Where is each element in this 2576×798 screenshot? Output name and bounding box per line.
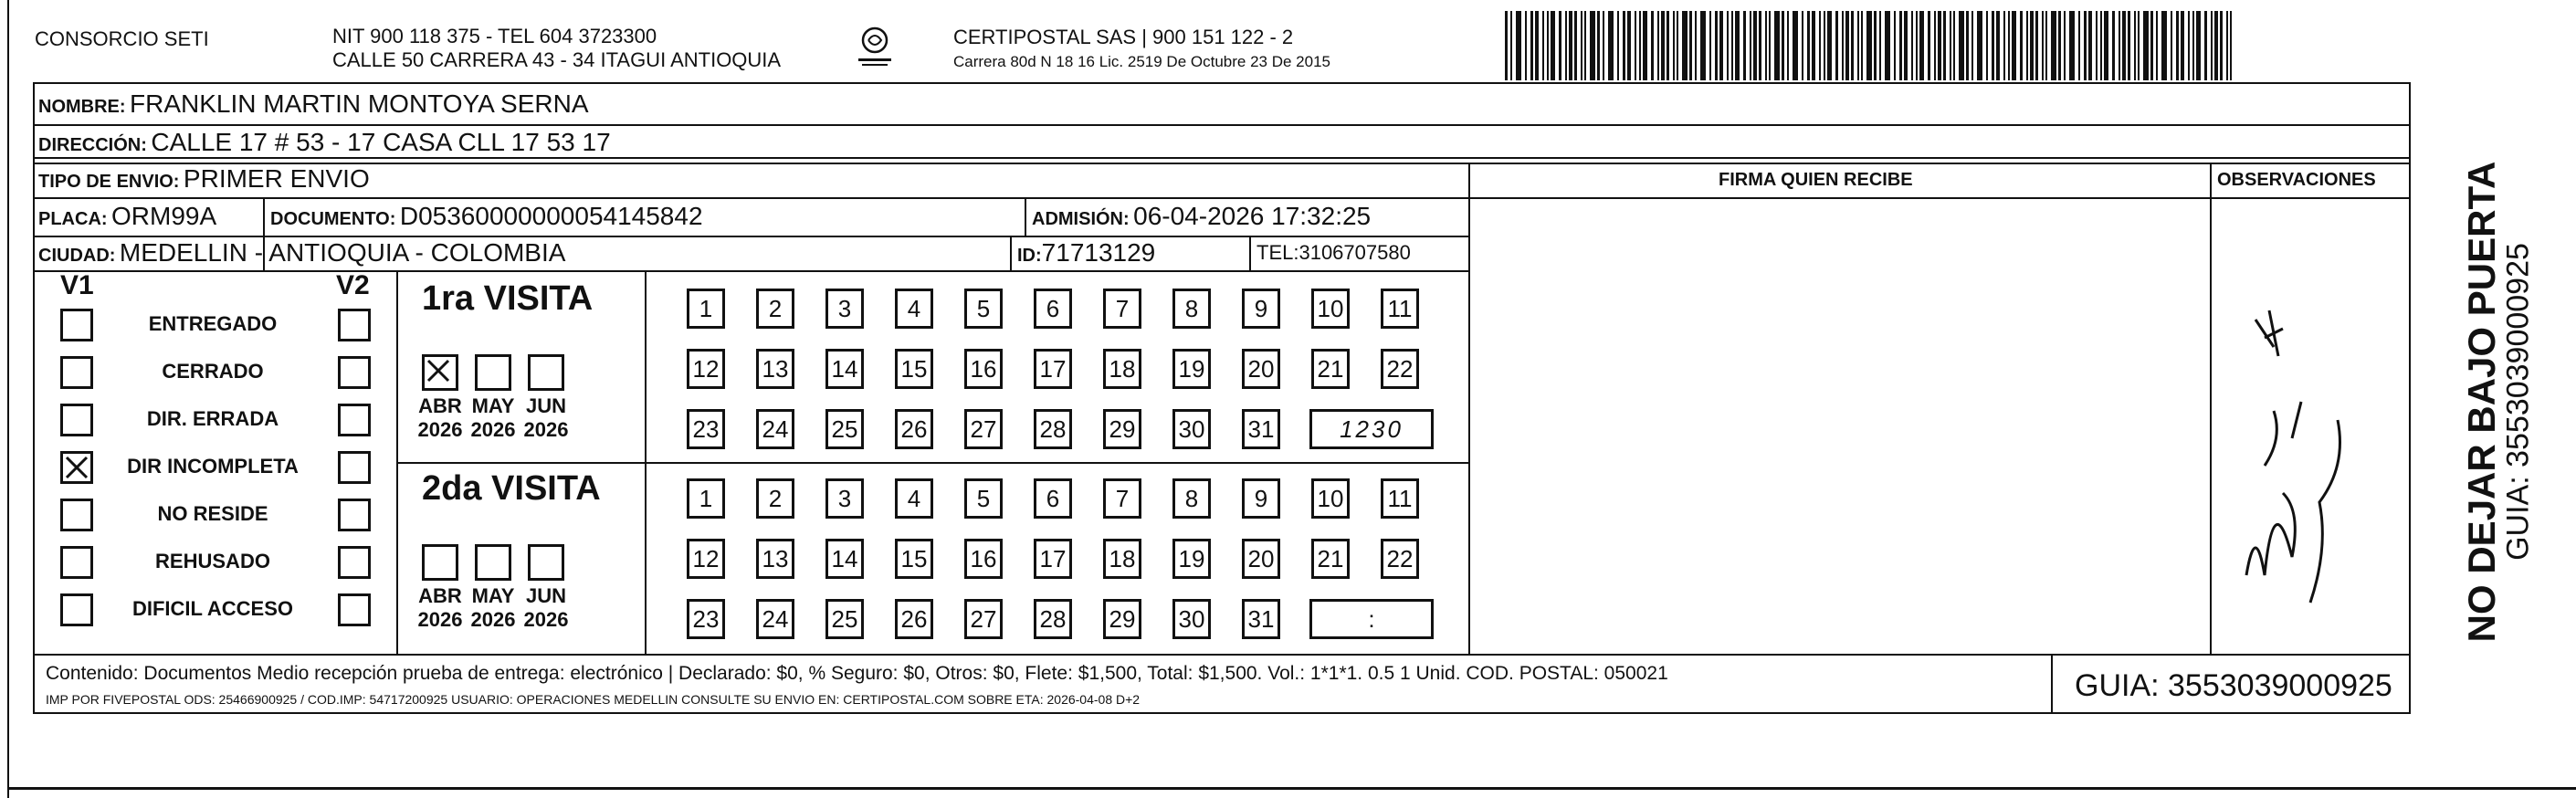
- certipostal-logo: [857, 24, 893, 69]
- barcode-bar: [1885, 11, 1890, 80]
- barcode-bar: [2161, 11, 2167, 80]
- month-checkbox[interactable]: [422, 544, 458, 581]
- barcode-bar: [2069, 11, 2075, 80]
- barcode-bar: [1525, 11, 1527, 80]
- barcode-bar: [1542, 11, 1544, 80]
- documento-label: DOCUMENTO:: [270, 209, 396, 229]
- day-box[interactable]: 17: [1034, 539, 1072, 579]
- barcode-bar: [1774, 11, 1780, 80]
- barcode-bar: [1565, 11, 1567, 80]
- day-box[interactable]: 7: [1103, 289, 1141, 329]
- barcode-bar: [1603, 11, 1604, 80]
- barcode-bar: [1667, 11, 1669, 80]
- day-box[interactable]: 31: [1242, 409, 1280, 449]
- barcode-bar: [1677, 11, 1678, 80]
- barcode-bar: [1569, 11, 1572, 80]
- side-guia: GUIA: 3553039000925: [2500, 243, 2536, 561]
- day-box[interactable]: 26: [895, 409, 933, 449]
- barcode-bar: [1835, 11, 1838, 80]
- barcode-bar: [2128, 11, 2130, 80]
- status-checkbox-v1[interactable]: [60, 499, 93, 531]
- barcode-bar: [2150, 11, 2153, 80]
- barcode-bar: [1824, 11, 1825, 80]
- barcode-bar: [2226, 11, 2228, 80]
- day-box[interactable]: 22: [1381, 539, 1419, 579]
- day-box[interactable]: 12: [687, 349, 725, 389]
- day-box[interactable]: 28: [1034, 599, 1072, 639]
- barcode-bar: [1635, 11, 1636, 80]
- barcode-bar: [1727, 11, 1729, 80]
- barcode-bar: [1551, 11, 1555, 80]
- barcode-bar: [2181, 11, 2184, 80]
- day-box[interactable]: 16: [964, 539, 1003, 579]
- day-box[interactable]: 6: [1034, 478, 1072, 519]
- tipo-label: TIPO DE ENVIO:: [38, 172, 180, 192]
- barcode-bar: [1769, 11, 1771, 80]
- status-label: CERRADO: [162, 360, 264, 383]
- v2-heading: V2: [336, 270, 370, 300]
- day-box[interactable]: 24: [756, 599, 794, 639]
- barcode-bar: [1842, 11, 1844, 80]
- barcode-bar: [2188, 11, 2190, 80]
- status-label: REHUSADO: [155, 550, 270, 572]
- day-box[interactable]: 9: [1242, 478, 1280, 519]
- day-box[interactable]: 5: [964, 289, 1003, 329]
- barcode-bar: [1966, 11, 1969, 80]
- barcode-bar: [1953, 11, 1955, 80]
- nombre-label: NOMBRE:: [38, 97, 126, 117]
- barcode-bar: [1643, 11, 1647, 80]
- barcode-bar: [2003, 11, 2005, 80]
- address-line: CALLE 50 CARRERA 43 - 34 ITAGUI ANTIOQUIA: [332, 48, 782, 71]
- day-box[interactable]: 20: [1242, 539, 1280, 579]
- direccion-value: CALLE 17 # 53 - 17 CASA CLL 17 53 17: [151, 128, 611, 156]
- day-box[interactable]: 18: [1103, 349, 1141, 389]
- barcode-bar: [1682, 11, 1688, 80]
- status-label: DIR INCOMPLETA: [127, 455, 299, 478]
- barcode-bar: [2211, 11, 2213, 80]
- day-box[interactable]: 23: [687, 599, 725, 639]
- barcode-bar: [1731, 11, 1733, 80]
- day-box[interactable]: 24: [756, 409, 794, 449]
- day-box[interactable]: 3: [825, 478, 864, 519]
- status-checkbox-v1[interactable]: [60, 593, 93, 626]
- barcode-bar: [1547, 11, 1549, 80]
- barcode-bar: [1971, 11, 1973, 80]
- barcode-bar: [1874, 11, 1877, 80]
- status-checkbox-v2[interactable]: [338, 404, 371, 436]
- barcode-bar: [1559, 11, 1561, 80]
- barcode-bar: [2096, 11, 2098, 80]
- day-box[interactable]: 21: [1311, 539, 1350, 579]
- license-line: Carrera 80d N 18 16 Lic. 2519 De Octubre 23 De 2015: [953, 53, 1330, 70]
- day-box[interactable]: 1: [687, 478, 725, 519]
- barcode-bar: [1651, 11, 1654, 80]
- barcode-bar: [1950, 11, 1951, 80]
- month-label: ABR 2026: [417, 394, 463, 441]
- barcode-bar: [1851, 11, 1854, 80]
- barcode-bar: [1807, 11, 1810, 80]
- barcode-bar: [2035, 11, 2038, 80]
- barcode-bar: [1782, 11, 1784, 80]
- barcode-bar: [1819, 11, 1821, 80]
- visit2-time: :: [1368, 604, 1375, 633]
- barcode-bar: [1845, 11, 1849, 80]
- handwritten-observation: [2228, 301, 2374, 648]
- tel-value: 3106707580: [1299, 241, 1411, 264]
- barcode-bar: [1700, 11, 1706, 80]
- day-box[interactable]: 29: [1103, 599, 1141, 639]
- barcode-bar: [1639, 11, 1641, 80]
- day-box[interactable]: 18: [1103, 539, 1141, 579]
- barcode-bar: [1735, 11, 1740, 80]
- placa-label: PLACA:: [38, 209, 108, 229]
- barcode-bar: [1787, 11, 1789, 80]
- id-value: 71713129: [1041, 238, 1156, 267]
- admision-value: 06-04-2026 17:32:25: [1133, 202, 1372, 230]
- day-box[interactable]: 13: [756, 349, 794, 389]
- visit1-time-box[interactable]: [1309, 409, 1434, 449]
- barcode-bar: [2192, 11, 2194, 80]
- barcode-bar: [1608, 11, 1614, 80]
- barcode-bar: [1750, 11, 1751, 80]
- barcode-bar: [1866, 11, 1872, 80]
- barcode-bar: [2078, 11, 2080, 80]
- barcode-bar: [1516, 11, 1521, 80]
- visita2-heading: 2da VISITA: [422, 469, 601, 508]
- status-checkbox-v1[interactable]: [60, 356, 93, 389]
- visita1-heading: 1ra VISITA: [422, 279, 594, 318]
- direccion-label: DIRECCIÓN:: [38, 135, 147, 155]
- admision-label: ADMISIÓN:: [1032, 209, 1130, 229]
- barcode-bar: [1992, 11, 1994, 80]
- barcode-bar: [2119, 11, 2120, 80]
- day-box[interactable]: 7: [1103, 478, 1141, 519]
- signature-area[interactable]: [1470, 197, 2210, 654]
- status-checkbox-v1[interactable]: [60, 451, 93, 484]
- visit1-time: 1230: [1340, 415, 1404, 443]
- day-box[interactable]: 19: [1172, 539, 1211, 579]
- day-box[interactable]: 21: [1311, 349, 1350, 389]
- barcode-bar: [1938, 11, 1941, 80]
- status-label: ENTREGADO: [148, 312, 278, 335]
- barcode-bar: [1793, 11, 1798, 80]
- barcode-bar: [1827, 11, 1832, 80]
- barcode-bar: [1584, 11, 1586, 80]
- barcode-bar: [2143, 11, 2149, 80]
- day-box[interactable]: 10: [1311, 289, 1350, 329]
- day-box[interactable]: 11: [1381, 478, 1419, 519]
- imp-line: IMP POR FIVEPOSTAL ODS: 25466900925 / COD.IMP: 54717200925 USUARIO: OPERACIONES MEDELLIN CONSULTE SU ENVIO EN: CERTIPOSTAL.COM SOBRE ETA: 2026-04-08 D+2: [46, 692, 1141, 707]
- day-box[interactable]: 14: [825, 539, 864, 579]
- day-box[interactable]: 11: [1381, 289, 1419, 329]
- day-box[interactable]: 20: [1242, 349, 1280, 389]
- barcode-bar: [1574, 11, 1577, 80]
- ciudad-value: MEDELLIN - ANTIOQUIA - COLOMBIA: [119, 238, 566, 267]
- month-checkbox[interactable]: [475, 544, 511, 581]
- barcode-bar: [1986, 11, 1988, 80]
- barcode-bar: [1590, 11, 1595, 80]
- month-label: JUN 2026: [523, 394, 569, 441]
- barcode-bar: [1911, 11, 1913, 80]
- barcode-bar: [2196, 11, 2201, 80]
- barcode-bar: [1765, 11, 1767, 80]
- day-box[interactable]: 25: [825, 409, 864, 449]
- day-box[interactable]: 8: [1172, 478, 1211, 519]
- day-box[interactable]: 4: [895, 289, 933, 329]
- barcode-bar: [1934, 11, 1936, 80]
- side-warning: NO DEJAR BAJO PUERTA: [2460, 161, 2503, 643]
- day-box[interactable]: 2: [756, 289, 794, 329]
- guia-footer: GUIA: 3553039000925: [2075, 668, 2392, 703]
- barcode-bar: [2012, 11, 2016, 80]
- barcode-bar: [1709, 11, 1711, 80]
- id-label: ID:: [1017, 246, 1042, 266]
- day-box[interactable]: 31: [1242, 599, 1280, 639]
- status-checkbox-v2[interactable]: [338, 499, 371, 531]
- barcode-bar: [1996, 11, 2000, 80]
- status-label: NO RESIDE: [157, 502, 268, 525]
- barcode-bar: [1759, 11, 1761, 80]
- barcode-bar: [1959, 11, 1964, 80]
- barcode-bar: [2204, 11, 2207, 80]
- day-box[interactable]: 25: [825, 599, 864, 639]
- month-checkbox[interactable]: [528, 354, 564, 391]
- barcode-bar: [2214, 11, 2218, 80]
- barcode-bar: [2020, 11, 2023, 80]
- day-box[interactable]: 13: [756, 539, 794, 579]
- barcode-bar: [1530, 11, 1533, 80]
- barcode-bar: [2064, 11, 2066, 80]
- status-checkbox-v2[interactable]: [338, 546, 371, 579]
- barcode-bar: [2088, 11, 2092, 80]
- day-box[interactable]: 10: [1311, 478, 1350, 519]
- day-box[interactable]: 28: [1034, 409, 1072, 449]
- placa-value: ORM99A: [111, 202, 217, 230]
- barcode-bar: [1715, 11, 1718, 80]
- tel-label: TEL:: [1256, 241, 1299, 264]
- day-box[interactable]: 17: [1034, 349, 1072, 389]
- barcode-bar: [1535, 11, 1539, 80]
- month-checkbox[interactable]: [528, 544, 564, 581]
- barcode-bar: [2045, 11, 2047, 80]
- barcode-bar: [1904, 11, 1908, 80]
- barcode-bar: [1673, 11, 1675, 80]
- month-label: MAY 2026: [470, 584, 516, 631]
- month-label: JUN 2026: [523, 584, 569, 631]
- barcode-bar: [1695, 11, 1697, 80]
- barcode-bar: [2138, 11, 2140, 80]
- certipostal-name: CERTIPOSTAL SAS | 900 151 122 - 2: [953, 26, 1294, 48]
- day-box[interactable]: 15: [895, 539, 933, 579]
- tipo-value: PRIMER ENVIO: [183, 164, 370, 193]
- barcode-bar: [1894, 11, 1896, 80]
- barcode-bar: [1861, 11, 1863, 80]
- barcode-bar: [2042, 11, 2044, 80]
- day-box[interactable]: 6: [1034, 289, 1072, 329]
- day-box[interactable]: 27: [964, 409, 1003, 449]
- status-checkbox-v1[interactable]: [60, 309, 93, 341]
- barcode-bar: [2100, 11, 2102, 80]
- barcode: [1505, 11, 2235, 80]
- status-label: DIR. ERRADA: [146, 407, 279, 430]
- contenido-line: Contenido: Documentos Medio recepción prueba de entrega: electrónico | Declarado: $0, % Seguro: $0, Otros: $0, Flete: $1,500, Total: $1,500. Vol.: 1*1*1. 0.5 1 Unid. COD. POSTAL: 050021: [46, 663, 1668, 684]
- day-box[interactable]: 27: [964, 599, 1003, 639]
- day-box[interactable]: 14: [825, 349, 864, 389]
- day-box[interactable]: 30: [1172, 599, 1211, 639]
- barcode-bar: [1689, 11, 1692, 80]
- barcode-bar: [1719, 11, 1723, 80]
- month-label: ABR 2026: [417, 584, 463, 631]
- month-label: MAY 2026: [470, 394, 516, 441]
- day-box[interactable]: 26: [895, 599, 933, 639]
- barcode-bar: [2030, 11, 2034, 80]
- day-box[interactable]: 22: [1381, 349, 1419, 389]
- day-box[interactable]: 29: [1103, 409, 1141, 449]
- day-box[interactable]: 8: [1172, 289, 1211, 329]
- barcode-bar: [2122, 11, 2126, 80]
- barcode-bar: [1661, 11, 1665, 80]
- month-checkbox[interactable]: [422, 354, 458, 391]
- barcode-bar: [1802, 11, 1803, 80]
- barcode-bar: [2230, 11, 2232, 80]
- barcode-bar: [1627, 11, 1631, 80]
- barcode-bar: [1977, 11, 1982, 80]
- barcode-bar: [2112, 11, 2115, 80]
- margin-line: [7, 0, 9, 798]
- barcode-bar: [2008, 11, 2010, 80]
- barcode-bar: [1743, 11, 1746, 80]
- day-box[interactable]: 19: [1172, 349, 1211, 389]
- barcode-bar: [1505, 11, 1508, 80]
- barcode-bar: [2058, 11, 2061, 80]
- day-box[interactable]: 3: [825, 289, 864, 329]
- barcode-bar: [1623, 11, 1625, 80]
- day-box[interactable]: 16: [964, 349, 1003, 389]
- barcode-bar: [1919, 11, 1924, 80]
- barcode-bar: [2171, 11, 2172, 80]
- barcode-bar: [1617, 11, 1619, 80]
- barcode-bar: [1899, 11, 1902, 80]
- day-box[interactable]: 2: [756, 478, 794, 519]
- barcode-bar: [2104, 11, 2108, 80]
- v1-heading: V1: [60, 270, 94, 300]
- day-box[interactable]: 30: [1172, 409, 1211, 449]
- status-checkbox-v2[interactable]: [338, 451, 371, 484]
- barcode-bar: [2084, 11, 2087, 80]
- barcode-bar: [2134, 11, 2136, 80]
- month-checkbox[interactable]: [475, 354, 511, 391]
- day-box[interactable]: 9: [1242, 289, 1280, 329]
- barcode-bar: [2220, 11, 2223, 80]
- visit2-time-box[interactable]: [1309, 599, 1434, 639]
- day-box[interactable]: 5: [964, 478, 1003, 519]
- ciudad-label: CIUDAD:: [38, 246, 116, 266]
- day-box[interactable]: 4: [895, 478, 933, 519]
- barcode-bar: [1812, 11, 1815, 80]
- barcode-bar: [1879, 11, 1881, 80]
- barcode-bar: [1916, 11, 1918, 80]
- company-name: CONSORCIO SETI: [35, 27, 209, 50]
- status-checkbox-v2[interactable]: [338, 356, 371, 389]
- barcode-bar: [1510, 11, 1512, 80]
- barcode-bar: [1943, 11, 1946, 80]
- day-box[interactable]: 1: [687, 289, 725, 329]
- status-label: DIFICIL ACCESO: [131, 597, 293, 620]
- barcode-bar: [1753, 11, 1757, 80]
- barcode-bar: [1657, 11, 1659, 80]
- status-checkbox-v1[interactable]: [60, 404, 93, 436]
- barcode-bar: [1581, 11, 1582, 80]
- barcode-bar: [1857, 11, 1859, 80]
- barcode-bar: [2026, 11, 2028, 80]
- observaciones-heading: OBSERVACIONES: [2217, 170, 2376, 190]
- day-box[interactable]: 12: [687, 539, 725, 579]
- bottom-rule: [7, 787, 2576, 790]
- day-box[interactable]: 23: [687, 409, 725, 449]
- status-checkbox-v2[interactable]: [338, 593, 371, 626]
- barcode-bar: [1597, 11, 1600, 80]
- nit-line: NIT 900 118 375 - TEL 604 3723300: [332, 25, 657, 47]
- firma-heading: FIRMA QUIEN RECIBE: [1719, 170, 1913, 190]
- nombre-value: FRANKLIN MARTIN MONTOYA SERNA: [130, 89, 589, 118]
- barcode-bar: [2156, 11, 2158, 80]
- barcode-bar: [1928, 11, 1930, 80]
- barcode-bar: [2051, 11, 2056, 80]
- status-checkbox-v2[interactable]: [338, 309, 371, 341]
- status-checkbox-v1[interactable]: [60, 546, 93, 579]
- documento-value: D05360000000054145842: [399, 202, 703, 230]
- barcode-bar: [2176, 11, 2179, 80]
- day-box[interactable]: 15: [895, 349, 933, 389]
